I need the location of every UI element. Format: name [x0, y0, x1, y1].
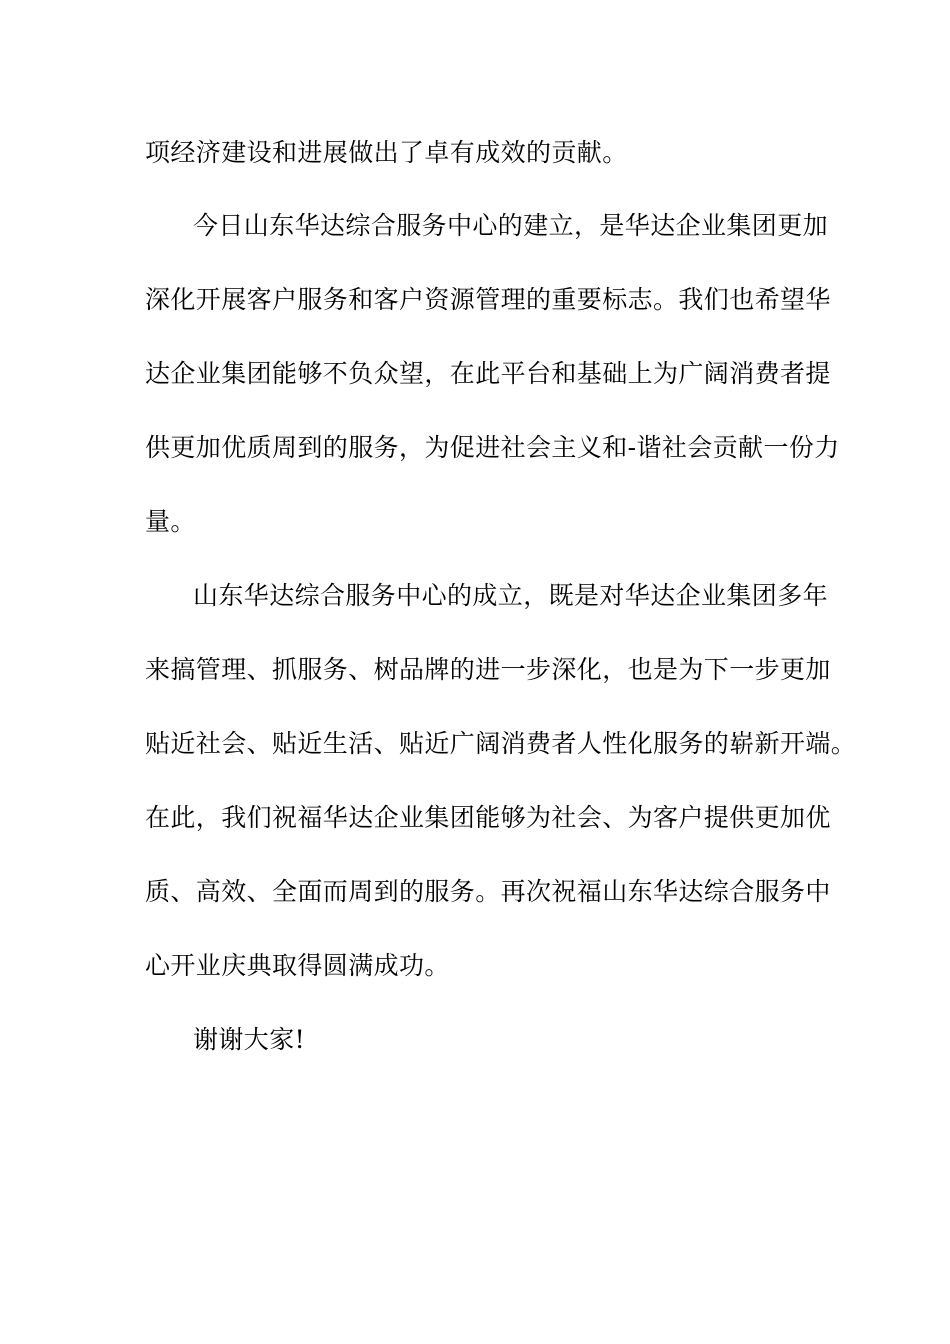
text-line: 心开业庆典取得圆满成功。 — [145, 951, 450, 980]
text-line: 贴近社会、贴近生活、贴近广阔消费者人性化服务的崭新开端。 — [145, 729, 857, 758]
text-line: 供更加优质周到的服务，为促进社会主义和-谐社会贡献一份力 — [145, 433, 840, 462]
text-line: 质、高效、全面而周到的服务。再次祝福山东华达综合服务中 — [145, 877, 831, 906]
text-line: 深化开展客户服务和客户资源管理的重要标志。我们也希望华 — [145, 285, 831, 314]
text-line: 今日山东华达综合服务中心的建立，是华达企业集团更加 — [193, 211, 829, 240]
text-line: 量。 — [145, 507, 196, 536]
text-line: 达企业集团能够不负众望，在此平台和基础上为广阔消费者提 — [145, 359, 831, 388]
text-line: 谢谢大家! — [193, 1025, 306, 1054]
text-line: 项经济建设和进展做出了卓有成效的贡献。 — [145, 138, 628, 167]
text-line: 来搞管理、抓服务、树品牌的进一步深化，也是为下一步更加 — [145, 655, 831, 684]
text-line: 在此，我们祝福华达企业集团能够为社会、为客户提供更加优 — [145, 803, 831, 832]
text-line: 山东华达综合服务中心的成立，既是对华达企业集团多年 — [193, 581, 829, 610]
